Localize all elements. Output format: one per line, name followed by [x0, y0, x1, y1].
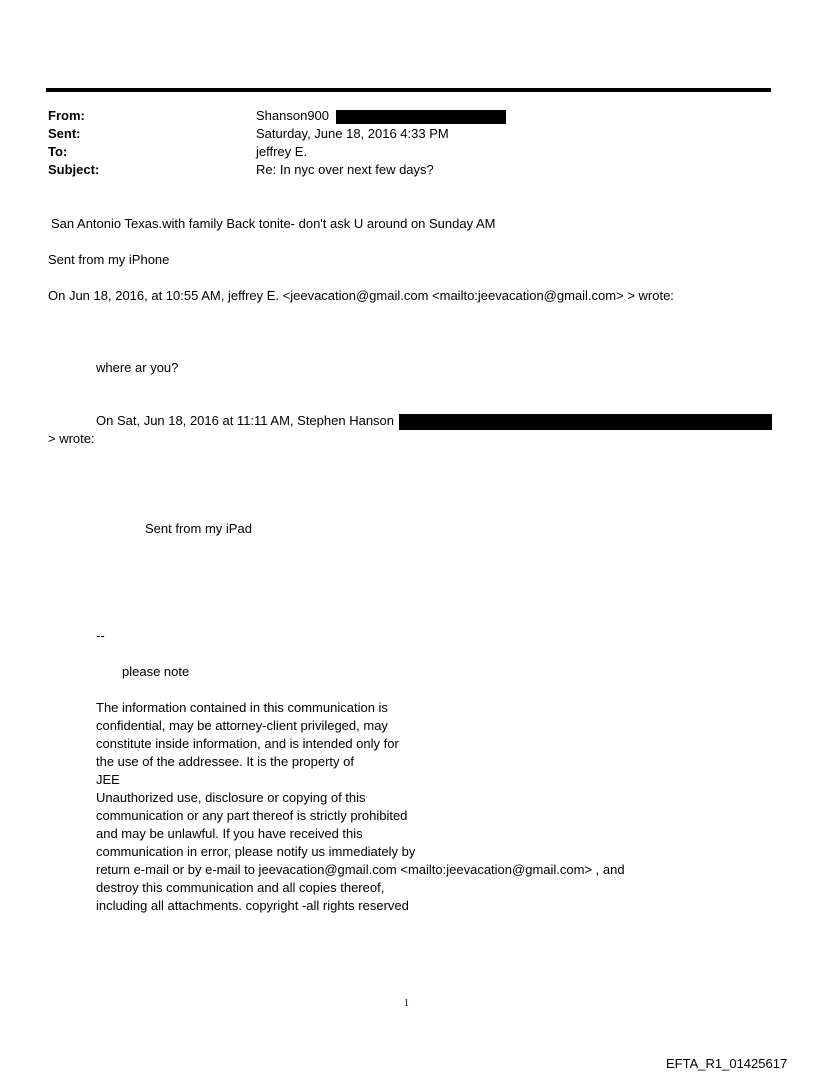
quoted-question: where ar you?: [96, 360, 179, 375]
disclaimer-line: including all attachments. copyright -all rights reserved: [96, 898, 409, 913]
disclaimer-line: Unauthorized use, disclosure or copying of this: [96, 790, 366, 805]
message-line: San Antonio Texas.with family Back tonite- don't ask U around on Sunday AM: [51, 216, 496, 231]
redaction-bar: [336, 110, 506, 124]
ipad-signature: Sent from my iPad: [145, 521, 252, 536]
disclaimer-line: destroy this communication and all copies thereof,: [96, 880, 385, 895]
iphone-signature: Sent from my iPhone: [48, 252, 170, 267]
quote-intro: On Jun 18, 2016, at 10:55 AM, jeffrey E. <jeevacation@gmail.com <mailto:jeevacation@gmail.com> > wrote:: [48, 288, 674, 303]
quote2-intro: [96, 412, 772, 430]
sent-label: Sent:: [48, 126, 81, 141]
from-sender: Shanson900: [256, 108, 330, 123]
signature-dashes: --: [96, 628, 105, 643]
subject-label: Subject:: [48, 162, 100, 177]
quote2-wrote: > wrote:: [48, 431, 95, 446]
disclaimer-line: confidential, may be attorney-client privileged, may: [96, 718, 388, 733]
from-value: [256, 107, 506, 125]
to-value: jeffrey E.: [256, 144, 308, 159]
disclaimer-line: the use of the addressee. It is the property of: [96, 754, 354, 769]
disclaimer-line: return e-mail or by e-mail to jeevacation@gmail.com <mailto:jeevacation@gmail.com> , and: [96, 862, 625, 877]
disclaimer-line: The information contained in this communication is: [96, 700, 388, 715]
page-number: 1: [404, 998, 409, 1009]
disclaimer-line: constitute inside information, and is intended only for: [96, 736, 399, 751]
disclaimer-line: JEE: [96, 772, 120, 787]
from-label: From:: [48, 108, 85, 123]
disclaimer-line: communication or any part thereof is strictly prohibited: [96, 808, 408, 823]
disclaimer-line: communication in error, please notify us immediately by: [96, 844, 416, 859]
subject-value: Re: In nyc over next few days?: [256, 162, 434, 177]
to-label: To:: [48, 144, 68, 159]
redaction-bar: [399, 414, 772, 430]
please-note: please note: [122, 664, 190, 679]
quote2-intro-text: On Sat, Jun 18, 2016 at 11:11 AM, Stephen Hanson: [96, 413, 395, 428]
disclaimer-block: [96, 699, 625, 915]
disclaimer-line: and may be unlawful. If you have received this: [96, 826, 363, 841]
header-rule: [46, 88, 771, 92]
sent-value: Saturday, June 18, 2016 4:33 PM: [256, 126, 449, 141]
bates-number: EFTA_R1_01425617: [666, 1056, 788, 1071]
